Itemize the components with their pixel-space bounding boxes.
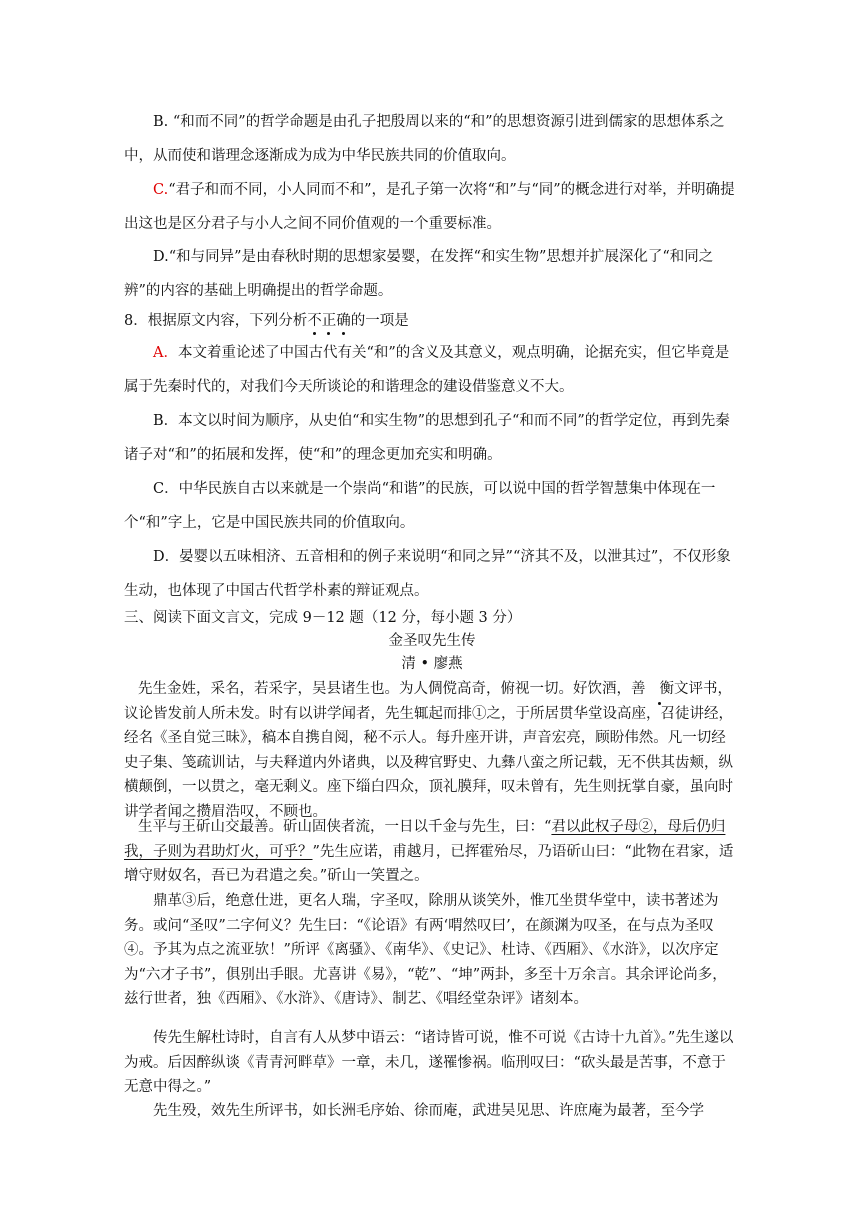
q7-option-d (124, 240, 740, 308)
stem-text: 8．根据原文内容，下列分析 (124, 313, 308, 329)
option-text: 本文着重论述了中国古代有关“和”的含义及其意义，观点明确，论据充实，但它毕竟是属于先秦时代的，对我们今天所谈论的和谐理念的建设借鉴意义不大。 (124, 345, 730, 395)
paragraph-text: 生平与王斫山交最善。斫山固侠者流，一日以千金与先生，曰：“ (138, 819, 552, 835)
q7-option-c (124, 173, 740, 241)
passage-paragraph-2 (124, 815, 740, 889)
section-heading: 三、阅读下面文言文，完成 9－12 题（12 分，每小题 3 分） (124, 610, 522, 626)
option-mark-answer: A． (153, 345, 178, 361)
passage-paragraph-1 (124, 677, 740, 824)
passage-paragraph-3: 鼎革③后，绝意仕进，更名人瑞，字圣叹，除朋从谈笑外，惟兀坐贯华堂中，读书著述为务。或问“圣叹”二字何义？先生曰：“《论语》有两‘喟然叹曰’，在颜渊为叹圣，在与点为圣叹④。予其为点之流亚欤！”所评《离骚》、《南华》、《史记》、杜诗、《西厢》、《水浒》，以次序定为“六才子书”，俱别出手眼。尤喜讲《易》，“乾”、“坤”两卦，多至十万余言。其余评论尚多，兹行世者，独《西厢》、《水浒》、《唐诗》、制艺、《唱经堂杂评》诸刻本。 (124, 893, 727, 1007)
q7-option-b (124, 105, 740, 173)
emphasis-char: 不 (307, 310, 322, 332)
option-text: 中华民族自古以来就是一个崇尚“和谐”的民族，可以说中国的哲学智慧集中体现在一个“和”字上，它是中国民族共同的价值取向。 (124, 481, 716, 531)
passage-author: 清 • 廖燕 (401, 656, 463, 672)
emphasis-char: 正 (322, 310, 337, 332)
option-mark: D． (153, 549, 180, 565)
q8-option-a (124, 336, 740, 404)
option-text: 晏婴以五味相济、五音相和的例子来说明“和同之异”“济其不及，以泄其过”，不仅形象生动，也体现了中国古代哲学朴素的辩证观点。 (124, 549, 731, 599)
option-mark: B． (153, 413, 179, 429)
stem-text: 的一项是 (350, 313, 409, 329)
option-mark: D. (153, 249, 169, 265)
option-mark-answer: C. (153, 182, 169, 198)
option-text: 本文以时间为顺序，从史伯“和实生物”的思想到孔子“和而不同”的哲学定位，再到先秦诸子对“和”的拓展和发挥，使“和”的理念更加充实和明确。 (124, 413, 730, 463)
passage-title: 金圣叹先生传 (388, 633, 476, 649)
passage-paragraph-4: 传先生解杜诗时，自言有人从梦中语云：“诸诗皆可说，惟不可说《古诗十九首》。”先生遂以为戒。后因醉纵谈《青青河畔草》一章，未几，遂罹惨祸。临刑叹曰：“砍头最是苦事，不意于无意中得之。” (124, 1030, 734, 1095)
option-text: “和与同异”是由春秋时期的思想家晏婴，在发挥“和实生物”思想并扩展深化了“和同之辨”的内容的基础上明确提出的哲学命题。 (124, 249, 714, 299)
underlined-sentence: 君以此权子母②，母后仍归我，子则为君助灯火，可乎？ (124, 819, 726, 860)
paragraph-text: 先生金姓，采名，若采字，吴县诸生也。为人倜傥高奇，俯视一切。好饮酒，善 (138, 681, 646, 697)
q8-option-d (124, 540, 740, 608)
emphasis-char: 衡 (646, 677, 675, 702)
q8-option-b (124, 404, 740, 472)
option-mark: C． (153, 481, 179, 497)
option-mark: B. (153, 114, 169, 130)
emphasis-char: 确 (336, 310, 351, 332)
option-text: “和而不同”的哲学命题是由孔子把殷周以来的“和”的思想资源引进到儒家的思想体系之中，从而使和谐理念逐渐成为成为中华民族共同的价值取向。 (124, 114, 725, 164)
passage-paragraph-5: 先生殁，效先生所评书，如长洲毛序始、徐而庵，武进吴见思、许庶庵为最著，至今学 (153, 1103, 704, 1119)
option-text: “君子和而不同，小人同而不和”，是孔子第一次将“和”与“同”的概念进行对举，并明确提出这也是区分君子与小人之间不同价值观的一个重要标准。 (124, 182, 735, 232)
q8-option-c (124, 472, 740, 540)
paragraph-text: 文评书，议论皆发前人所未发。时有以讲学闻者，先生辄起而排①之，于所居贯华堂设高座，召徒讲经，经名《圣自觉三昧》，稿本自携自阅，秘不示人。每升座开讲，声音宏亮，顾盼伟然。凡一切经史子集、笺疏训诂，与夫释道内外诸典，以及稗官野史、九彝八蛮之所记载，无不供其齿颊，纵横颠倒，一以贯之，毫无剩义。座下缁白四众，顶礼膜拜，叹未曾有，先生则抚掌自豪，虽向时讲学者闻之攒眉浩叹，不顾也。 (124, 681, 733, 820)
paragraph-text: ”先生应诺，甫越月，已挥霍殆尽，乃语斫山曰：“此物在君家，适增守财奴名，吾已为君遣之矣。”斫山一笑置之。 (124, 843, 734, 884)
q8-stem (124, 310, 740, 332)
